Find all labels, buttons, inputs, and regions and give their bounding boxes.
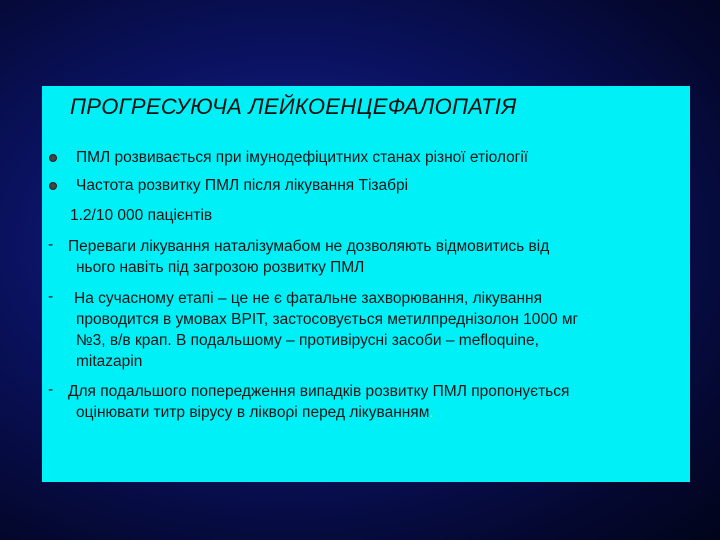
bullet-marker	[49, 182, 57, 190]
bullet-text-1: ПМЛ розвивається при імунодефіцитних станах різної етіології	[76, 149, 529, 166]
dash-item-1-line-2: нього навіть під загрозою розвитку ПМЛ	[76, 259, 365, 276]
bullet-text-2: Частота розвитку ПМЛ після лікування Тізабрі	[76, 177, 409, 194]
dash-item-2-line-1: На сучасному етапі – це не є фатальне захворювання, лікування	[74, 290, 542, 307]
dash-item-2-line-3: №3, в/в крап. В подальшому – противірусні засоби – mefloquine,	[76, 332, 539, 349]
slide-title: ПРОГРЕСУЮЧА ЛЕЙКОЕНЦЕФАЛОПАТІЯ	[70, 94, 517, 119]
trailing-period: .	[429, 404, 434, 421]
dash-marker: -	[48, 288, 54, 305]
dash-item-2-line-4: mitazapin	[76, 353, 143, 370]
dash-item-2-line-2: проводится в умовах ВРІТ, застосовується метилпреднізолон 1000 мг	[76, 311, 579, 328]
dash-marker: -	[48, 381, 54, 398]
dash-item-3-line-1: Для подальшого попередження випадків розвитку ПМЛ пропонується	[68, 383, 570, 400]
dash-item-3-line-2	[76, 402, 434, 423]
dash-marker: -	[48, 236, 54, 253]
bullet-marker	[49, 154, 57, 162]
bullet-text-2-continuation: 1.2/10 000 пацієнтів	[70, 207, 213, 224]
dash-item-1-line-1: Переваги лікування наталізумабом не дозволяють відмовитись від	[68, 238, 550, 255]
dash-item-3-line-2-text: оцінювати титр вірусу в ліквορі перед лікуванням	[76, 404, 430, 421]
